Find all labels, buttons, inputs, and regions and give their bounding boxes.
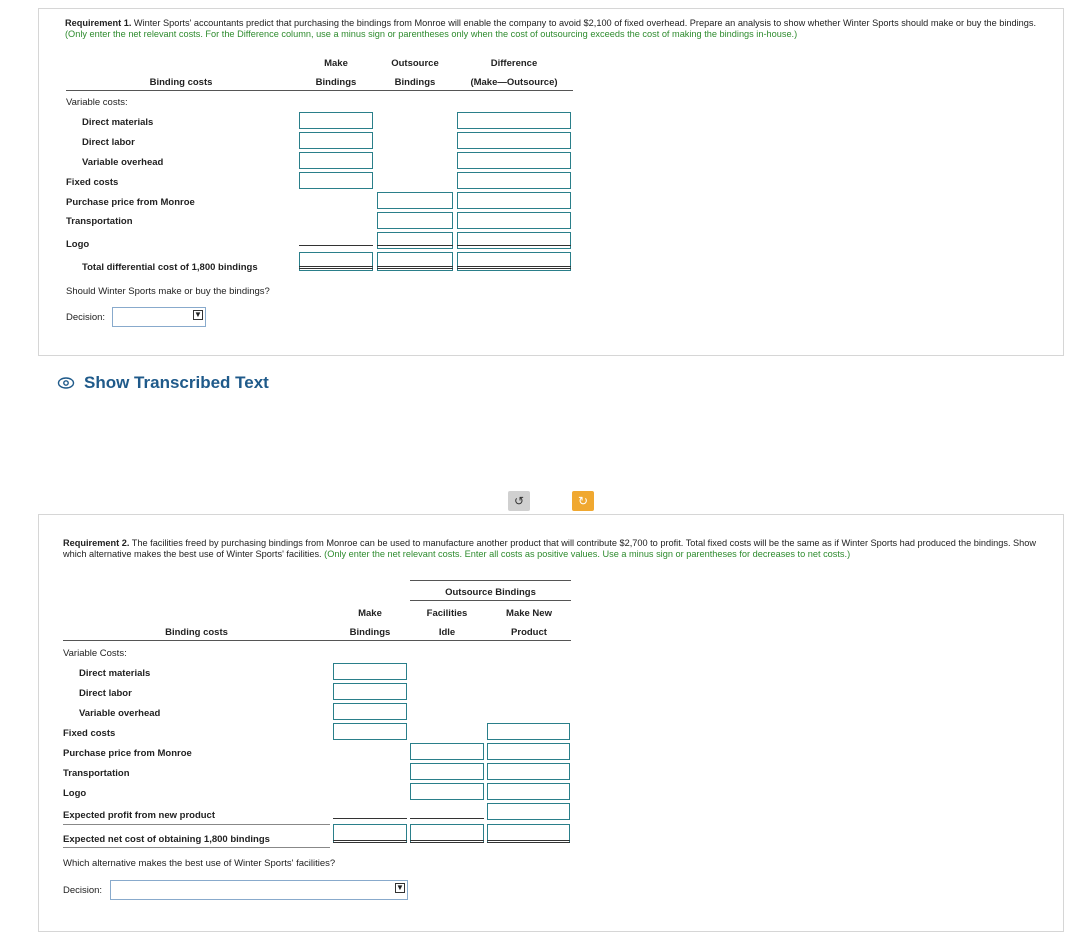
input-make-variable-overhead[interactable] (299, 152, 373, 169)
label-logo-2: Logo (63, 788, 87, 799)
row-header-binding-costs: Binding costs (149, 77, 213, 88)
expected-profit-rule (63, 824, 330, 825)
col-outsource-subheader: Bindings (394, 77, 436, 88)
requirement-1-text: Requirement 1. Winter Sports' accountants predict that purchasing the bindings from Monroe will enable the company to avoid $2,100 of fixed overhead. Prepare an analysis to show whether Winter Sports should make or buy the bindings. (Only enter the net relevant costs. For the Difference column, use a minus sign or parentheses only when the cost of outsourcing exceeds the cost of making the bindings in-house.) (65, 18, 1037, 39)
label-direct-materials-2: Direct materials (79, 668, 151, 679)
input-outsource-transportation[interactable] (377, 212, 453, 229)
label-variable-overhead-2: Variable overhead (79, 708, 161, 719)
input-make-direct-materials[interactable] (299, 112, 373, 129)
input-diff-direct-labor[interactable] (457, 132, 571, 149)
input-outsource-purchase-price[interactable] (377, 192, 453, 209)
label-transportation-2: Transportation (63, 768, 130, 779)
label-expected-profit: Expected profit from new product (63, 810, 216, 821)
question-make-or-buy: Should Winter Sports make or buy the bindings? (66, 286, 270, 297)
label-logo: Logo (66, 239, 90, 250)
group-header-outsource: Outsource Bindings (445, 587, 536, 598)
undo-icon: ↺ (513, 494, 525, 508)
label-expected-net-cost: Expected net cost of obtaining 1,800 bindings (63, 834, 270, 845)
input-diff-transportation[interactable] (457, 212, 571, 229)
row-header-binding-costs-2: Binding costs (165, 627, 228, 638)
input-diff-logo[interactable] (457, 232, 571, 249)
input2-new-logo[interactable] (487, 783, 570, 800)
outsource-total-double-underline (377, 266, 453, 269)
eye-icon[interactable] (57, 376, 75, 390)
make-total-double-underline (299, 266, 373, 269)
input-outsource-logo[interactable] (377, 232, 453, 249)
input2-make-direct-materials[interactable] (333, 663, 407, 680)
col-outsource-header: Outsource (391, 58, 439, 69)
label-fixed-costs: Fixed costs (66, 177, 119, 188)
col-idle-subheader: Idle (438, 627, 456, 638)
label-direct-materials: Direct materials (82, 117, 154, 128)
input-diff-direct-materials[interactable] (457, 112, 571, 129)
col-make-header-2: Make (358, 608, 382, 619)
label-variable-costs: Variable costs: (66, 97, 128, 108)
label-direct-labor: Direct labor (82, 137, 135, 148)
diff-total-double-underline (457, 266, 571, 269)
question-best-use: Which alternative makes the best use of Winter Sports' facilities? (63, 858, 336, 869)
dropdown-arrow-icon: ▼ (194, 310, 202, 319)
header-rule (66, 90, 573, 91)
input-make-fixed-costs[interactable] (299, 172, 373, 189)
decision-select-2[interactable] (110, 880, 408, 900)
input-diff-fixed-costs[interactable] (457, 172, 571, 189)
dropdown-arrow-icon: ▼ (396, 883, 404, 892)
show-transcribed-text-link[interactable]: Show Transcribed Text (84, 373, 269, 392)
outsource-logo-underline (377, 245, 453, 246)
new-total-double-underline (487, 840, 570, 843)
reset-icon: ↻ (577, 494, 589, 508)
input2-new-transportation[interactable] (487, 763, 570, 780)
col-make-header: Make (324, 58, 348, 69)
requirement-2-text: Requirement 2. The facilities freed by purchasing bindings from Monroe can be used to manufacture another product that will contribute $2,700 to profit. Total fixed costs will be the same as if Winter Sports had produced the bindings. Show which alternative makes the best use of Winter Sports' facilities. (Only enter the net relevant costs. Enter all costs as positive values. Use a minus sign or parentheses for decreases to net costs.) (63, 538, 1037, 559)
undo-button[interactable] (508, 491, 530, 511)
input2-idle-logo[interactable] (410, 783, 484, 800)
label-purchase-price: Purchase price from Monroe (66, 197, 195, 208)
label-transportation: Transportation (66, 216, 133, 227)
input-diff-purchase-price[interactable] (457, 192, 571, 209)
col-make-subheader: Bindings (315, 77, 357, 88)
decision-label-2: Decision: (63, 885, 103, 896)
input-diff-variable-overhead[interactable] (457, 152, 571, 169)
group-rule (410, 600, 571, 601)
input2-idle-transportation[interactable] (410, 763, 484, 780)
label-purchase-price-2: Purchase price from Monroe (63, 748, 192, 759)
col-make-subheader-2: Bindings (349, 627, 391, 638)
label-total-differential: Total differential cost of 1,800 bindings (82, 262, 258, 273)
input2-new-purchase-price[interactable] (487, 743, 570, 760)
input2-make-variable-overhead[interactable] (333, 703, 407, 720)
make2-profit-underline (333, 818, 407, 819)
label-variable-costs-2: Variable Costs: (63, 648, 127, 659)
col-idle-header: Facilities (426, 608, 468, 619)
make-logo-underline (299, 245, 373, 246)
top-rule-2 (410, 580, 571, 581)
decision-select-1[interactable] (112, 307, 206, 327)
col-new-subheader: Product (511, 627, 547, 638)
expected-net-rule (63, 847, 330, 848)
header-rule-2 (63, 640, 571, 641)
label-fixed-costs-2: Fixed costs (63, 728, 116, 739)
col-difference-subheader: (Make—Outsource) (470, 77, 558, 88)
idle-total-double-underline (410, 840, 484, 843)
decision-label-1: Decision: (66, 312, 106, 323)
input-make-direct-labor[interactable] (299, 132, 373, 149)
make2-total-double-underline (333, 840, 407, 843)
idle-profit-underline (410, 818, 484, 819)
label-direct-labor-2: Direct labor (79, 688, 132, 699)
col-new-header: Make New (506, 608, 552, 619)
input2-idle-purchase-price[interactable] (410, 743, 484, 760)
label-variable-overhead: Variable overhead (82, 157, 164, 168)
input2-make-fixed-costs[interactable] (333, 723, 407, 740)
input2-new-fixed-costs[interactable] (487, 723, 570, 740)
input2-new-expected-profit[interactable] (487, 803, 570, 820)
input2-make-direct-labor[interactable] (333, 683, 407, 700)
col-difference-header: Difference (490, 58, 538, 69)
reset-button[interactable] (572, 491, 594, 511)
diff-logo-underline (457, 245, 571, 246)
